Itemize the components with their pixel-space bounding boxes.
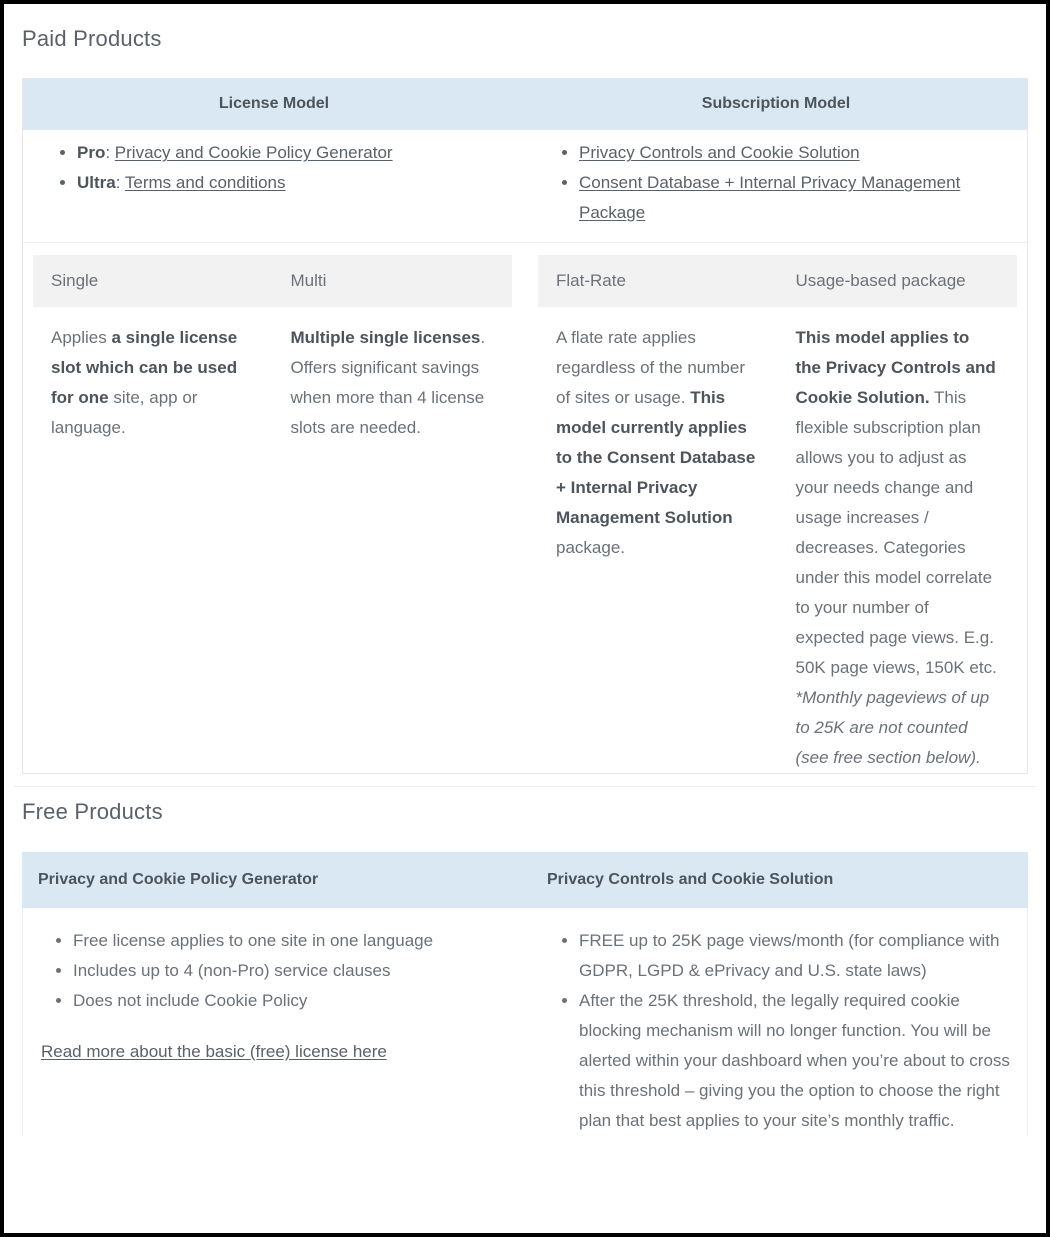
list-item [579, 138, 1017, 168]
license-model-detail-half [23, 255, 524, 773]
read-more-wrapper [41, 1042, 505, 1062]
subscription-model-body-row [538, 307, 1017, 773]
link-privacy-controls-cookie-solution[interactable]: Privacy Controls and Cookie Solution [579, 143, 860, 163]
list-item: • After the 25K threshold, the legally required cookie blocking mechanism will no longer function. You will be alerted within your dashboard when you’re about to cross this threshold – giving you the option to choose the right plan that best applies to your site’s monthly traffic. [579, 986, 1011, 1136]
paid-products-title: Paid Products [22, 26, 162, 51]
paid-models-detail [23, 243, 1027, 773]
cell-multi-description [273, 323, 513, 743]
free-privacy-controls-cell [519, 926, 1027, 1136]
link-privacy-cookie-policy-generator[interactable]: Privacy and Cookie Policy Generator [114, 143, 393, 163]
free-header-policy-generator: Privacy and Cookie Policy Generator [38, 870, 319, 888]
license-model-body-row [33, 307, 512, 743]
paid-products-table [22, 78, 1028, 774]
subscription-model-subheader-row [538, 255, 1017, 307]
list-item: • Includes up to 4 (non-Pro) service clauses [73, 956, 505, 986]
paid-links-row [23, 130, 1027, 243]
text-run: A flate rate applies regardless of the number of sites or usage. [556, 328, 745, 408]
free-products-table [22, 852, 1028, 1136]
free-policy-generator-list [39, 926, 505, 1016]
free-products-title: Free Products [22, 799, 163, 825]
license-tier-ultra-label: Ultra [77, 173, 116, 193]
list-item [77, 168, 515, 198]
list-item [77, 138, 515, 168]
license-model-link-list [49, 138, 515, 198]
cell-usage-based-description [778, 323, 1018, 773]
list-item: • FREE up to 25K page views/month (for compliance with GDPR, LGPD & ePrivacy and U.S. state laws) [579, 926, 1011, 986]
link-consent-database-package[interactable]: Consent Database + Internal Privacy Management Package [579, 173, 961, 223]
list-item: • Does not include Cookie Policy [73, 986, 505, 1016]
text-run: package. [556, 538, 625, 558]
text-run: Multiple single licenses [290, 328, 481, 348]
list-item: • Free license applies to one site in one language [73, 926, 505, 956]
text-run: a single license slot which can be used for one [51, 328, 238, 408]
text-run: This flexible subscription plan allows you to adjust as your needs change and usage increases / decreases. Categories under this model correlate to your number of expected page views. E.g. 50K page views, 150K etc. [795, 388, 997, 678]
subheader-multi: Multi [290, 271, 327, 291]
paid-header-license-model: License Model [218, 95, 330, 113]
text-run: site, app or language. [51, 388, 198, 438]
free-body-row [22, 908, 1028, 1136]
subheader-flat-rate: Flat-Rate [556, 271, 626, 291]
page-content [4, 4, 1046, 1233]
separator: : [105, 143, 115, 163]
text-run: This model currently applies to the Consent Database + Internal Privacy Management Solution [556, 388, 756, 528]
separator: : [115, 173, 125, 193]
link-terms-and-conditions[interactable]: Terms and conditions [124, 173, 286, 193]
subheader-usage-based-package: Usage-based package [795, 271, 966, 291]
license-model-subheader-row [33, 255, 512, 307]
free-header-privacy-controls: Privacy Controls and Cookie Solution [547, 870, 834, 888]
subscription-model-link-list [551, 138, 1017, 228]
free-header-row [22, 852, 1028, 908]
free-privacy-controls-list [545, 926, 1011, 1136]
subscription-model-links-cell [525, 138, 1027, 228]
subheader-single: Single [51, 271, 99, 291]
text-run: Applies [51, 328, 112, 348]
section-divider [14, 786, 1036, 787]
free-policy-generator-cell [23, 926, 519, 1136]
license-tier-pro-label: Pro [77, 143, 106, 163]
text-run: . Offers significant savings when more than 4 license slots are needed. [290, 328, 486, 438]
text-run: *Monthly pageviews of up to 25K are not counted (see free section below). [795, 688, 990, 768]
cell-flat-rate-description [538, 323, 778, 773]
text-run: This model applies to the Privacy Controls and Cookie Solution. [795, 328, 996, 408]
license-model-links-cell [23, 138, 525, 228]
paid-header-row [23, 78, 1027, 130]
list-item [579, 168, 1017, 228]
paid-header-subscription-model: Subscription Model [701, 95, 851, 113]
link-read-more-basic-license[interactable]: Read more about the basic (free) license here [41, 1041, 387, 1061]
subscription-model-detail-half [524, 255, 1027, 773]
cell-single-description [33, 323, 273, 743]
